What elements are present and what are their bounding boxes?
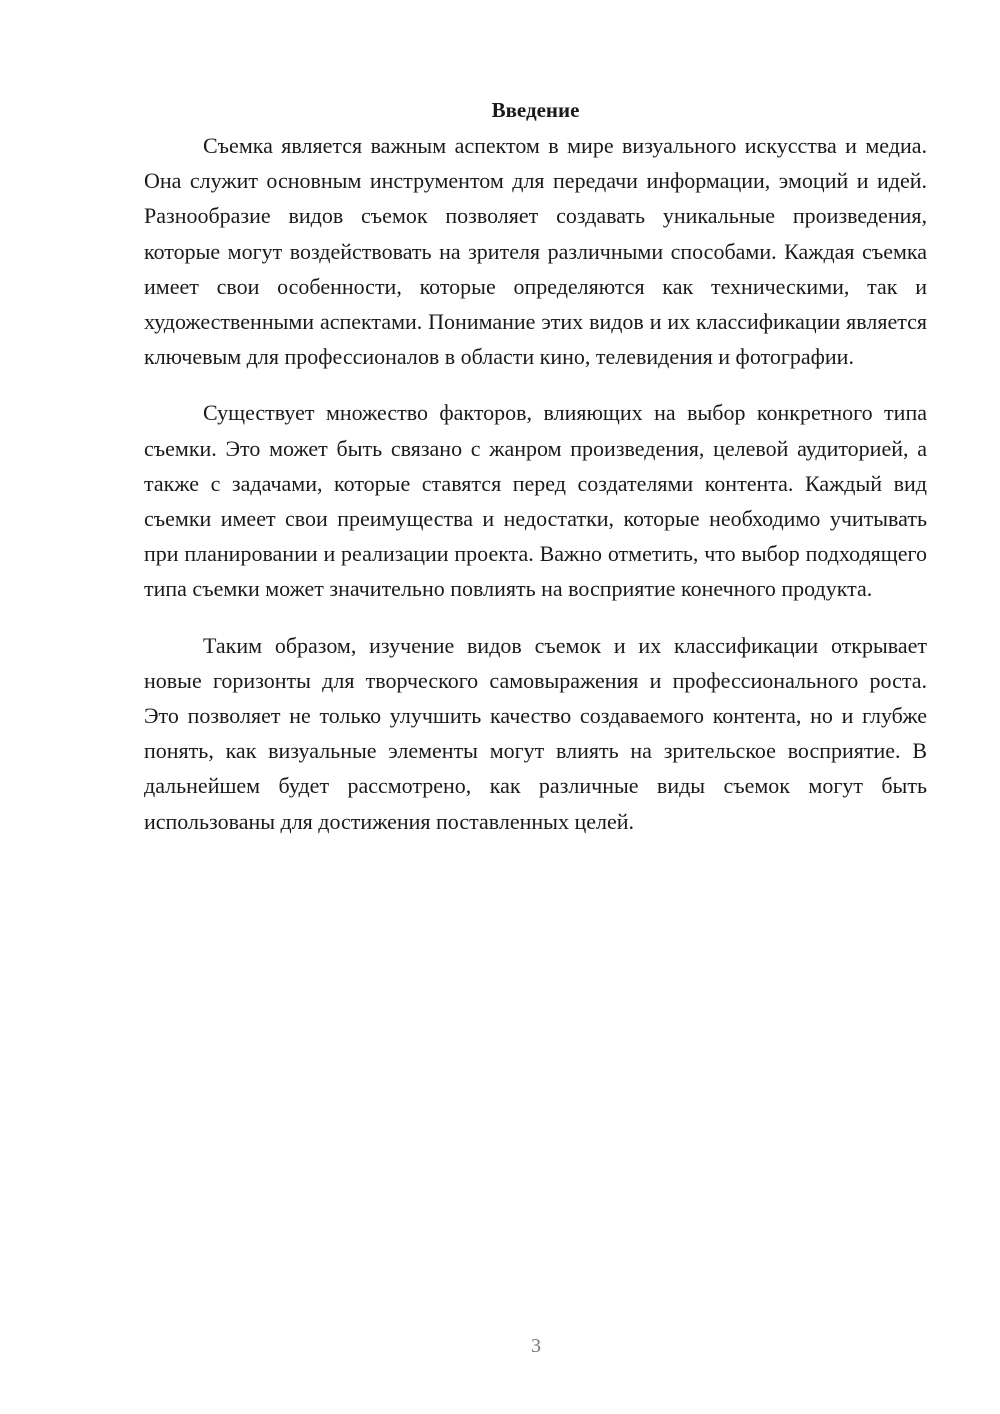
- paragraph-1: Съемка является важным аспектом в мире визуального искусства и медиа. Она служит основным инструментом для передачи информации, эмоций и идей. Разнообразие видов съемок позволяет создавать уникальные произведения, которые могут воздействовать на зрителя различными способами. Каждая съемка имеет свои особенности, которые определяются как техническими, так и художественными аспектами. Понимание этих видов и их классификации является ключевым для профессионалов в области кино, телевидения и фотографии.: [144, 133, 927, 370]
- page-content: [144, 93, 927, 839]
- section-heading: Введение: [491, 98, 580, 122]
- paragraph-3: Таким образом, изучение видов съемок и их классификации открывает новые горизонты для творческого самовыражения и профессионального роста. Это позволяет не только улучшить качество создаваемого контента, но и глубже понять, как визуальные элементы могут влиять на зрительское восприятие. В дальнейшем будет рассмотрено, как различные виды съемок могут быть использованы для достижения поставленных целей.: [144, 632, 927, 834]
- paragraph-2: Существует множество факторов, влияющих на выбор конкретного типа съемки. Это может быть связано с жанром произведения, целевой аудиторией, а также с задачами, которые ставятся перед создателями контента. Каждый вид съемки имеет свои преимущества и недостатки, которые необходимо учитывать при планировании и реализации проекта. Важно отметить, что выбор подходящего типа съемки может значительно повлиять на восприятие конечного продукта.: [144, 400, 927, 602]
- page-number: 3: [531, 1335, 541, 1357]
